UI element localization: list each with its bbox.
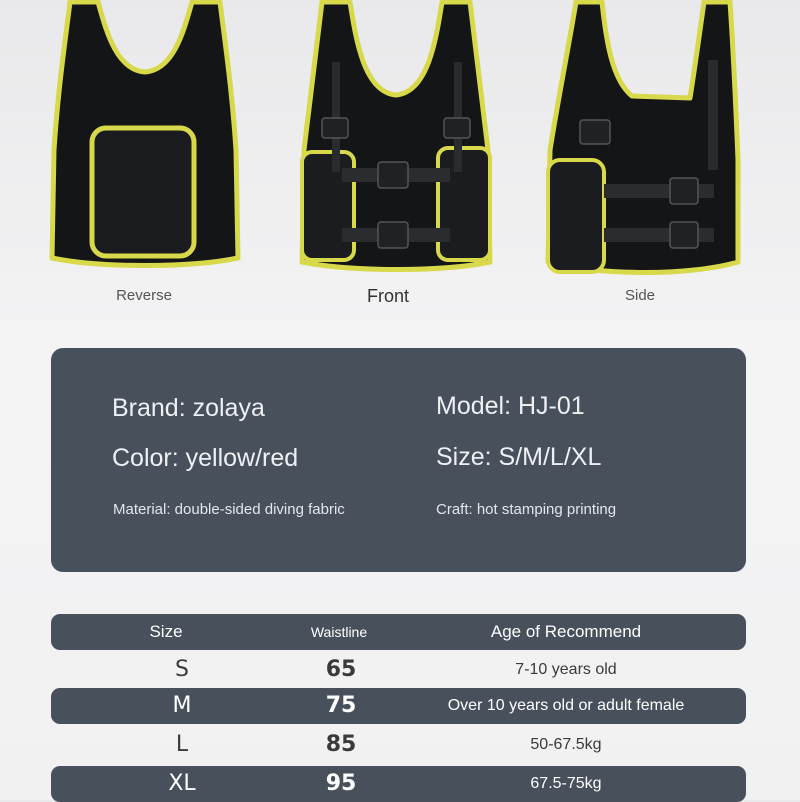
- material-text: Material: double-sided diving fabric: [113, 501, 345, 518]
- reverse-caption: Reverse: [116, 287, 172, 304]
- row-size: S: [175, 657, 189, 682]
- header-age: Age of Recommend: [490, 622, 642, 641]
- spec-card: [51, 348, 746, 572]
- row-size: M: [172, 693, 192, 718]
- row-age: Over 10 years old or adult female: [447, 697, 685, 714]
- color-text: Color: yellow/red: [112, 444, 299, 472]
- row-size: L: [175, 732, 189, 757]
- row-age: 67.5-75kg: [530, 775, 602, 792]
- vest-front-image: [292, 0, 502, 275]
- table-row: [51, 652, 746, 688]
- row-waistline: 65: [325, 657, 357, 682]
- front-caption: Front: [366, 286, 409, 306]
- header-waistline: Waistline: [310, 624, 368, 640]
- product-views: [0, 0, 800, 320]
- row-age: 50-67.5kg: [530, 736, 602, 753]
- side-caption: Side: [624, 287, 656, 304]
- table-row: [51, 727, 746, 763]
- table-row: [51, 766, 746, 802]
- model-text: Model: HJ-01: [436, 392, 585, 420]
- size-table: [0, 612, 800, 800]
- header-size: Size: [149, 622, 183, 641]
- row-waistline: 85: [325, 732, 357, 757]
- row-age: 7-10 years old: [515, 661, 617, 678]
- vest-side-image: [540, 0, 750, 275]
- row-size: XL: [168, 771, 196, 796]
- craft-text: Craft: hot stamping printing: [436, 501, 617, 518]
- table-header: [51, 614, 746, 650]
- row-waistline: 75: [325, 693, 357, 718]
- size-text: Size: S/M/L/XL: [436, 443, 602, 471]
- table-row: [51, 688, 746, 724]
- row-waistline: 95: [325, 771, 357, 796]
- vest-reverse-image: [40, 0, 250, 275]
- brand-text: Brand: zolaya: [112, 394, 265, 422]
